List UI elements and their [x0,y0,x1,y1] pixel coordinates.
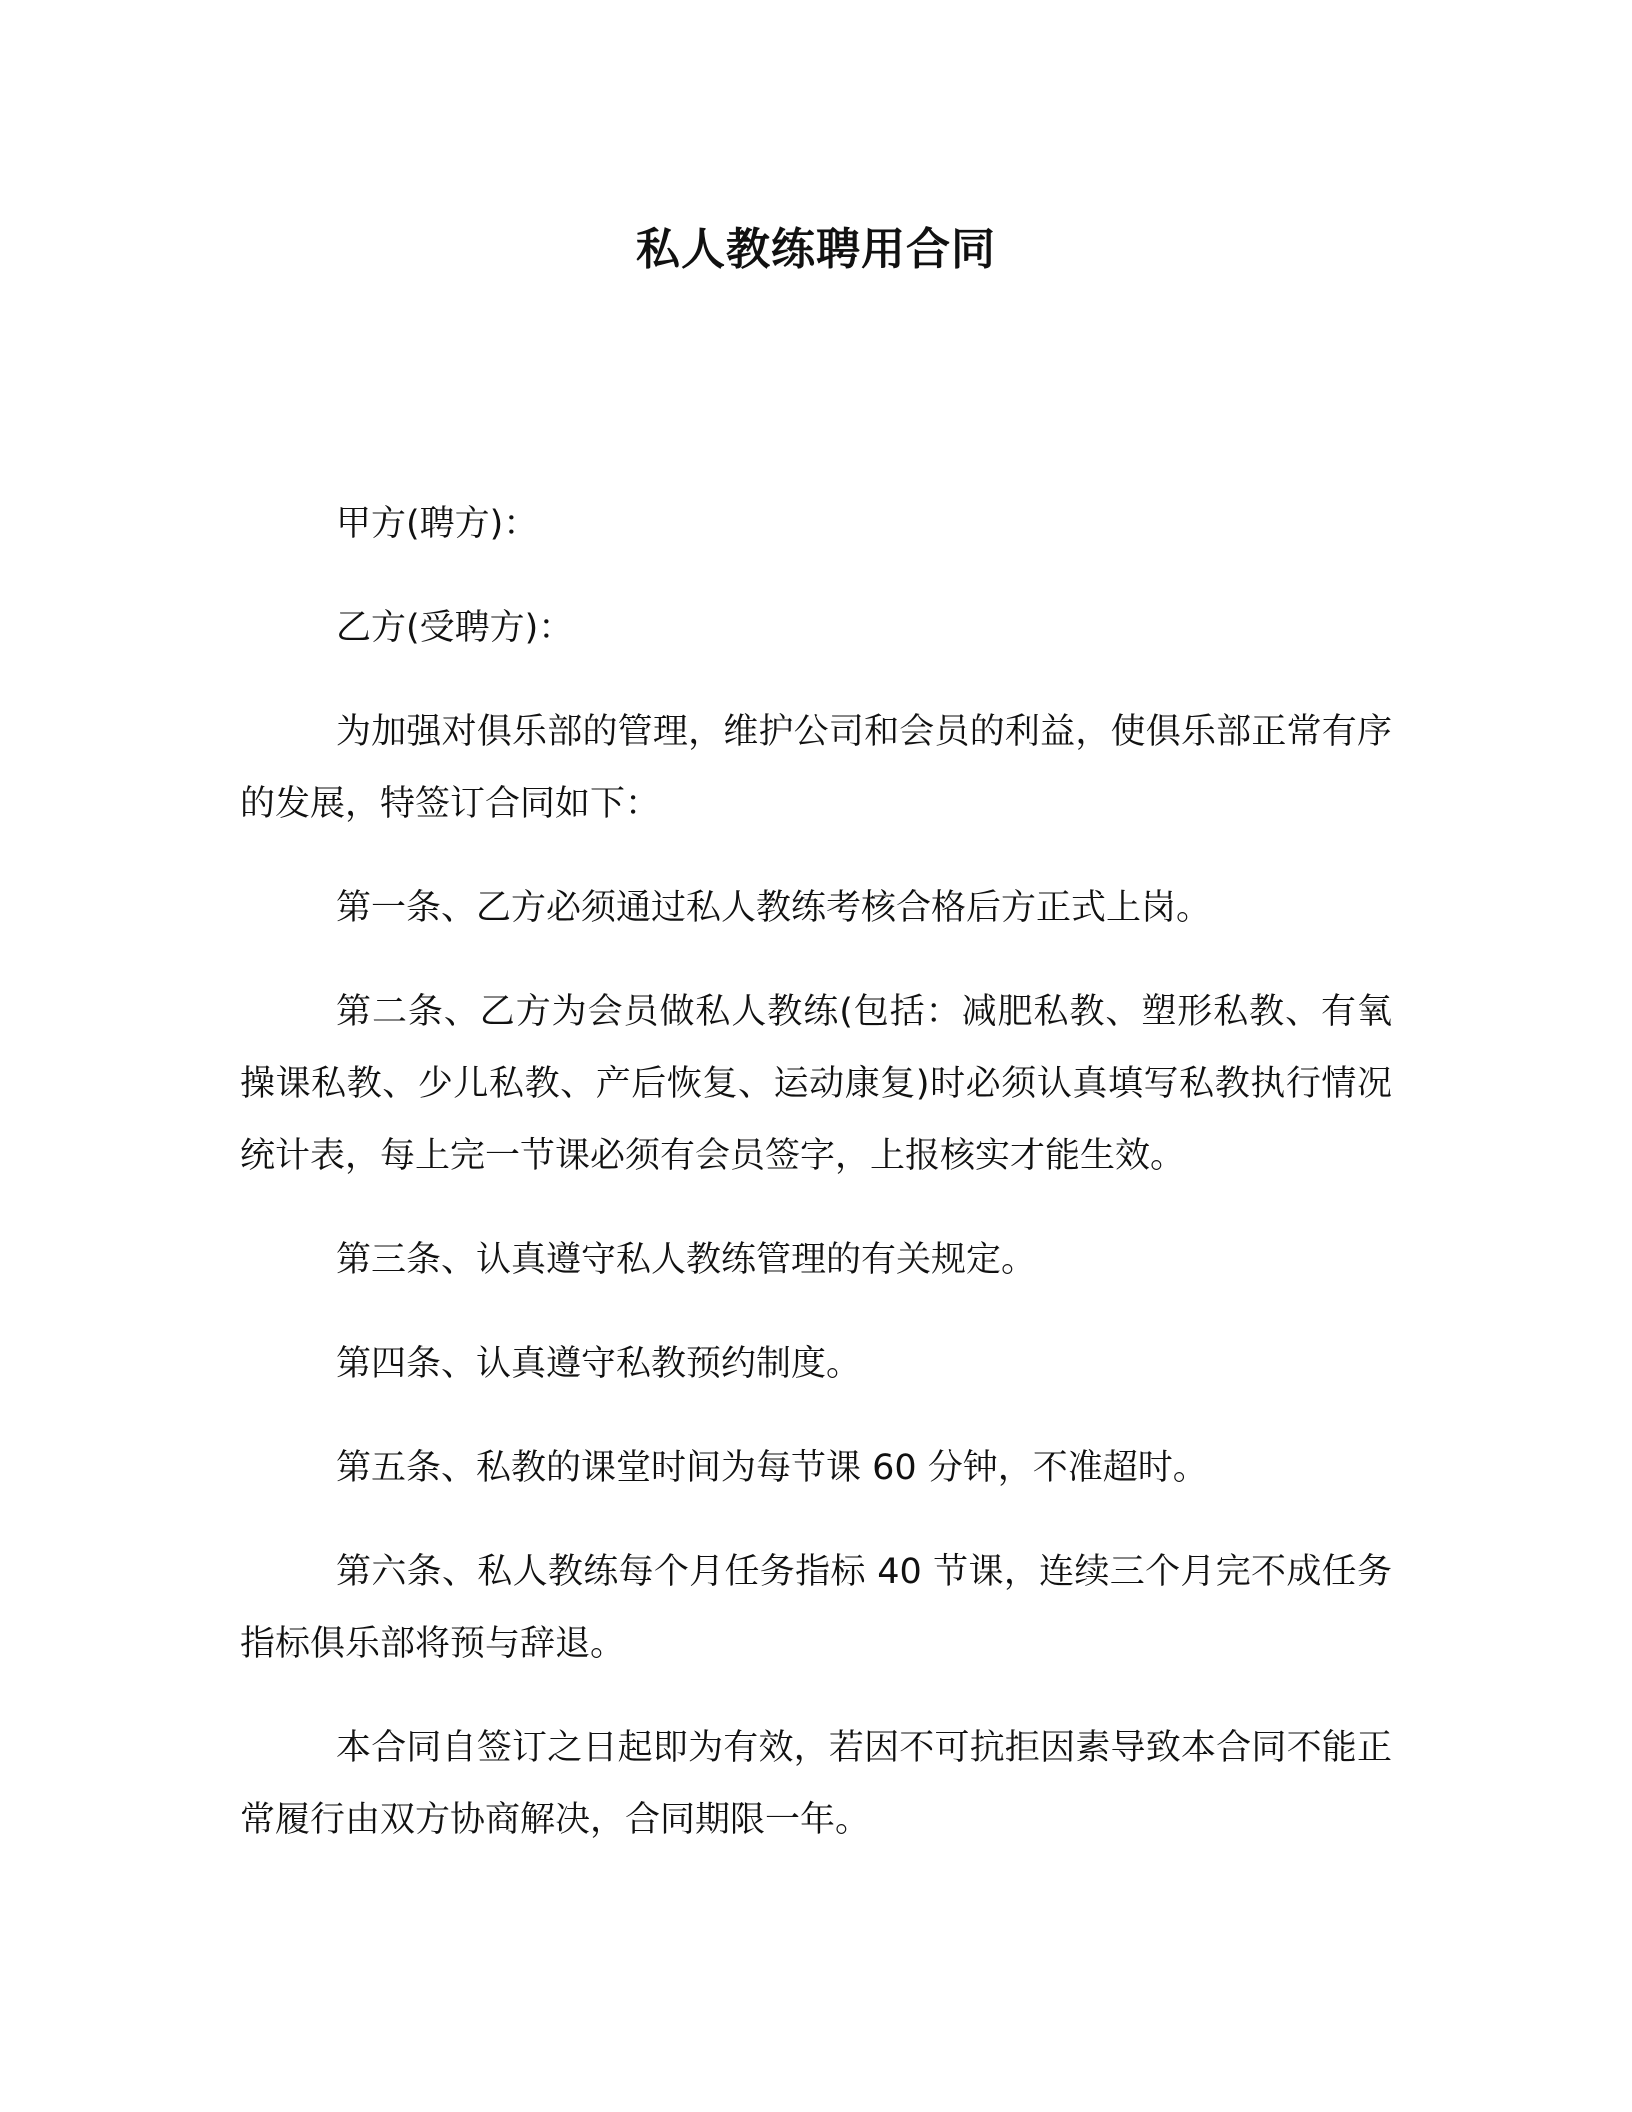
party-b-line: 乙方(受聘方)： [336,608,574,648]
preamble-paragraph: 为加强对俱乐部的管理，维护公司和会员的利益，使俱乐部正常有序的发展，特签订合同如下： [240,712,1392,824]
party-a-line: 甲方(聘方)： [336,504,539,544]
article-2: 第二条、乙方为会员做私人教练(包括：减肥私教、塑形私教、有氧操课私教、少儿私教、产后恢复、运动康复)时必须认真填写私教执行情况统计表，每上完一节课必须有会员签字，上报核实才能生效。 [240,992,1392,1176]
article-4: 第四条、认真遵守私教预约制度。 [336,1344,862,1384]
closing-paragraph: 本合同自签订之日起即为有效，若因不可抗拒因素导致本合同不能正常履行由双方协商解决，合同期限一年。 [240,1728,1392,1840]
article-5: 第五条、私教的课堂时间为每节课 60 分钟，不准超时。 [336,1448,1208,1488]
document-body [240,488,1392,1888]
article-1: 第一条、乙方必须通过私人教练考核合格后方正式上岗。 [336,888,1212,928]
document-title: 私人教练聘用合同 [636,224,996,275]
article-3: 第三条、认真遵守私人教练管理的有关规定。 [336,1240,1037,1280]
article-6: 第六条、私人教练每个月任务指标 40 节课，连续三个月完不成任务指标俱乐部将预与辞退。 [240,1552,1392,1664]
